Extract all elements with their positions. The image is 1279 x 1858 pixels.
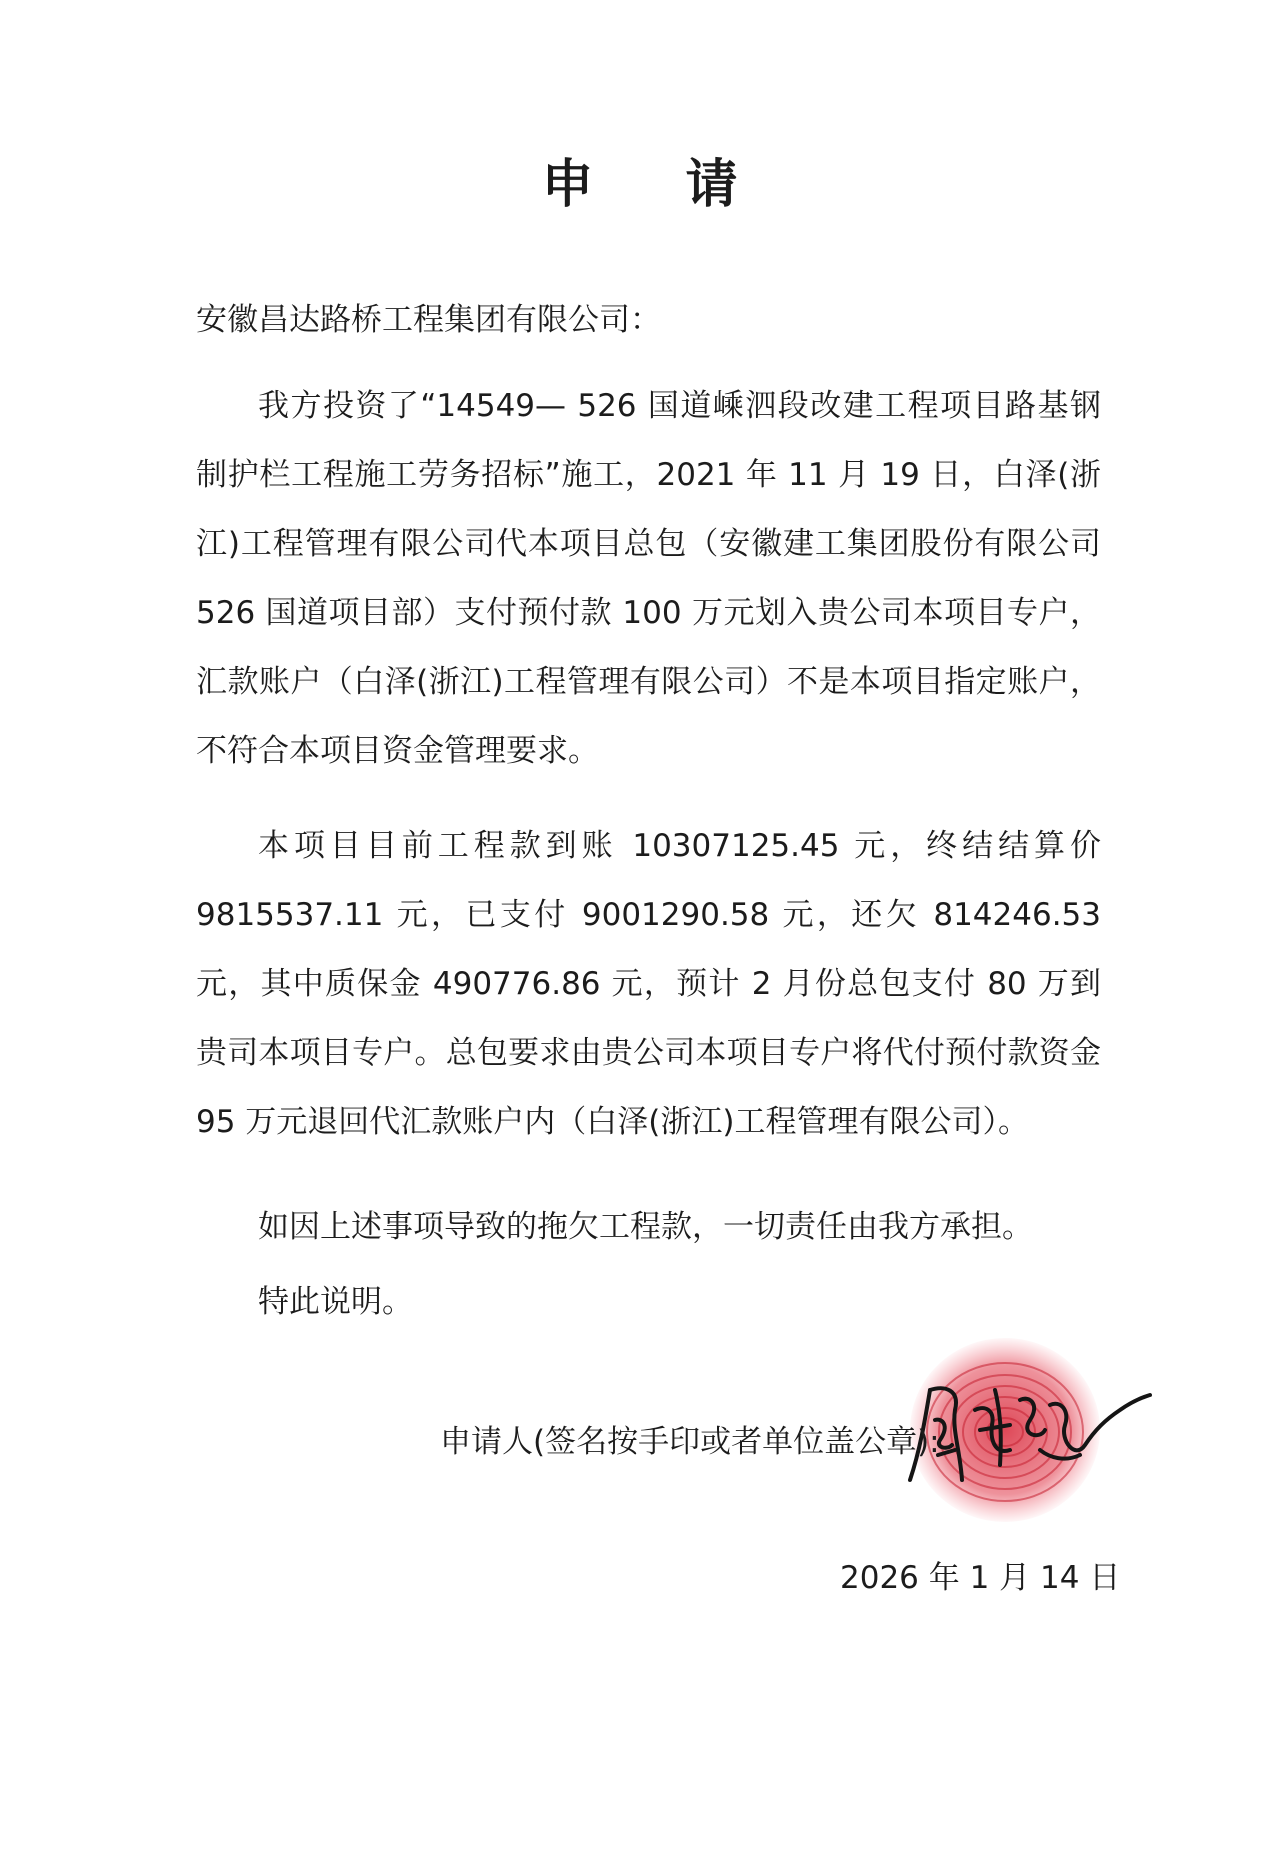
paragraph-2: 本项目目前工程款到账 10307125.45 元，终结结算价 9815537.11 元，已支付 9001290.58 元，还欠 814246.53 元，其中质保金 490776.86 元，预计 2 月份总包支付 80 万到贵司本项目专户。总包要求由贵公司本项目专户将代付预付款资金 95 万元退回代汇款账户内（白泽(浙江)工程管理有限公司）。 bbox=[196, 828, 1101, 1140]
title-char-1: 申 bbox=[541, 155, 594, 215]
paragraph-4: 特此说明。 bbox=[258, 1284, 413, 1320]
document-title bbox=[0, 142, 1279, 217]
title-char-2: 请 bbox=[685, 155, 738, 215]
salutation: 安徽昌达路桥工程集团有限公司： bbox=[196, 302, 661, 338]
document-date: 2026 年 1 月 14 日 bbox=[840, 1560, 1121, 1596]
paragraph-1: 我方投资了“14549— 526 国道嵊泗段改建工程项目路基钢制护栏工程施工劳务招标”施工，2021 年 11 月 19 日，白泽(浙江)工程管理有限公司代本项目总包（安徽建工集团股份有限公司 526 国道项目部）支付预付款 100 万元划入贵公司本项目专户，汇款账户（白泽(浙江)工程管理有限公司）不是本项目指定账户，不符合本项目资金管理要求。 bbox=[196, 388, 1101, 769]
paragraph-3: 如因上述事项导致的拖欠工程款，一切责任由我方承担。 bbox=[258, 1209, 1033, 1245]
applicant-label: 申请人(签名按手印或者单位盖公章): bbox=[440, 1424, 940, 1460]
